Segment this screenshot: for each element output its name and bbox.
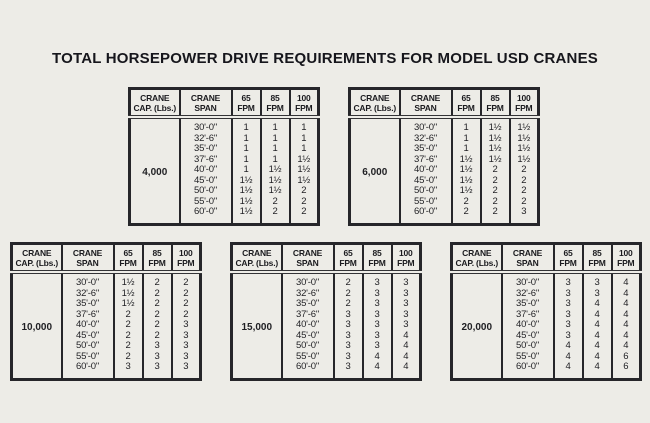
header-line1: 100 — [618, 248, 633, 258]
header-line1: 65 — [461, 93, 471, 103]
header-line1: 65 — [563, 248, 573, 258]
crane-table-15000 — [230, 242, 422, 381]
header-line2: CAP. (Lbs.) — [455, 258, 498, 268]
span-cell: 45'-0" — [62, 331, 114, 342]
header-crane-cap — [232, 244, 282, 273]
hp-cell: 1½ — [290, 155, 319, 166]
hp-requirements-table — [10, 242, 202, 381]
span-cell: 37'-6" — [180, 155, 232, 166]
hp-cell: 2 — [143, 320, 172, 331]
capacity-cell: 10,000 — [12, 272, 62, 379]
hp-cell: 3 — [554, 320, 583, 331]
span-cell: 55'-0" — [180, 197, 232, 208]
hp-cell: 4 — [392, 362, 421, 379]
hp-cell: 2 — [143, 331, 172, 342]
hp-cell: 2 — [114, 352, 143, 363]
hp-cell: 1 — [232, 117, 261, 134]
hp-cell: 1 — [232, 155, 261, 166]
header-line1: 100 — [178, 248, 193, 258]
hp-cell: 3 — [334, 310, 363, 321]
header-line2: FPM — [266, 103, 284, 113]
hp-cell: 3 — [583, 272, 612, 289]
hp-cell: 2 — [334, 289, 363, 300]
header-line2: FPM — [397, 258, 415, 268]
header-85-fpm — [481, 89, 510, 118]
hp-cell: 2 — [172, 289, 201, 300]
hp-requirements-table — [450, 242, 642, 381]
span-cell: 40'-0" — [282, 320, 334, 331]
header-line1: 85 — [152, 248, 162, 258]
hp-cell: 4 — [612, 310, 641, 321]
hp-cell: 1 — [452, 117, 481, 134]
capacity-cell: 4,000 — [130, 117, 180, 224]
hp-cell: 2 — [481, 186, 510, 197]
span-cell: 35'-0" — [502, 299, 554, 310]
hp-cell: 1 — [261, 134, 290, 145]
hp-cell: 1 — [452, 144, 481, 155]
span-cell: 35'-0" — [180, 144, 232, 155]
header-row — [350, 89, 539, 118]
header-line2: FPM — [515, 103, 533, 113]
crane-table-10000 — [10, 242, 202, 381]
hp-cell: 1½ — [114, 299, 143, 310]
hp-cell: 3 — [334, 331, 363, 342]
span-cell: 50'-0" — [180, 186, 232, 197]
span-cell: 40'-0" — [502, 320, 554, 331]
header-100-fpm — [510, 89, 539, 118]
table-row — [350, 117, 539, 134]
hp-cell: 4 — [583, 362, 612, 379]
hp-cell: 3 — [392, 320, 421, 331]
span-cell: 60'-0" — [400, 207, 452, 224]
span-cell: 35'-0" — [282, 299, 334, 310]
hp-requirements-table — [230, 242, 422, 381]
header-line1: 100 — [296, 93, 311, 103]
header-line2: CAP. (Lbs.) — [235, 258, 278, 268]
hp-cell: 3 — [392, 310, 421, 321]
hp-cell: 1½ — [481, 134, 510, 145]
hp-cell: 3 — [334, 352, 363, 363]
header-65-fpm — [114, 244, 143, 273]
hp-cell: 2 — [334, 272, 363, 289]
header-line2: FPM — [148, 258, 166, 268]
hp-cell: 2 — [172, 299, 201, 310]
hp-cell: 2 — [290, 207, 319, 224]
header-line2: FPM — [295, 103, 313, 113]
hp-cell: 3 — [172, 320, 201, 331]
span-cell: 32'-6" — [502, 289, 554, 300]
hp-cell: 1½ — [232, 207, 261, 224]
span-cell: 45'-0" — [282, 331, 334, 342]
header-line2: FPM — [177, 258, 195, 268]
span-cell: 45'-0" — [400, 176, 452, 187]
hp-cell: 3 — [172, 341, 201, 352]
header-line2: FPM — [588, 258, 606, 268]
hp-cell: 2 — [172, 272, 201, 289]
header-line2: FPM — [457, 103, 475, 113]
hp-cell: 1 — [452, 134, 481, 145]
hp-cell: 2 — [510, 176, 539, 187]
span-cell: 30'-0" — [62, 272, 114, 289]
header-line1: CRANE — [360, 93, 390, 103]
span-cell: 40'-0" — [62, 320, 114, 331]
header-line1: CRANE — [462, 248, 492, 258]
hp-cell: 4 — [612, 289, 641, 300]
hp-cell: 1 — [261, 117, 290, 134]
header-85-fpm — [261, 89, 290, 118]
hp-cell: 4 — [583, 352, 612, 363]
span-cell: 40'-0" — [400, 165, 452, 176]
header-row — [232, 244, 421, 273]
hp-cell: 3 — [143, 341, 172, 352]
hp-cell: 1 — [261, 155, 290, 166]
hp-cell: 2 — [481, 207, 510, 224]
header-line2: CAP. (Lbs.) — [133, 103, 176, 113]
hp-cell: 3 — [554, 272, 583, 289]
header-line1: 85 — [490, 93, 500, 103]
hp-cell: 3 — [363, 341, 392, 352]
hp-cell: 4 — [392, 341, 421, 352]
hp-cell: 6 — [612, 362, 641, 379]
hp-cell: 3 — [363, 299, 392, 310]
hp-cell: 3 — [363, 331, 392, 342]
header-line1: CRANE — [410, 93, 441, 103]
header-line1: CRANE — [22, 248, 52, 258]
hp-cell: 3 — [334, 362, 363, 379]
hp-cell: 3 — [114, 362, 143, 379]
header-line1: CRANE — [512, 248, 543, 258]
hp-cell: 2 — [290, 186, 319, 197]
header-line2: FPM — [617, 258, 635, 268]
hp-cell: 2 — [261, 207, 290, 224]
table-row — [452, 272, 641, 289]
span-cell: 50'-0" — [282, 341, 334, 352]
span-cell: 60'-0" — [62, 362, 114, 379]
header-line1: CRANE — [292, 248, 323, 258]
header-crane-cap — [350, 89, 400, 118]
hp-cell: 2 — [114, 331, 143, 342]
page-title: TOTAL HORSEPOWER DRIVE REQUIREMENTS FOR MODEL USD CRANES — [52, 50, 598, 67]
hp-cell: 2 — [481, 176, 510, 187]
hp-cell: 2 — [114, 320, 143, 331]
hp-cell: 4 — [583, 341, 612, 352]
hp-cell: 3 — [554, 299, 583, 310]
span-cell: 35'-0" — [400, 144, 452, 155]
hp-cell: 1½ — [481, 155, 510, 166]
hp-cell: 1½ — [452, 165, 481, 176]
header-line1: 85 — [270, 93, 280, 103]
hp-cell: 3 — [143, 352, 172, 363]
span-cell: 37'-6" — [400, 155, 452, 166]
hp-cell: 3 — [363, 289, 392, 300]
hp-cell: 1 — [261, 144, 290, 155]
header-crane-span — [62, 244, 114, 273]
hp-cell: 3 — [363, 272, 392, 289]
hp-cell: 1½ — [232, 186, 261, 197]
header-line2: FPM — [119, 258, 137, 268]
header-line1: 85 — [592, 248, 602, 258]
span-cell: 60'-0" — [502, 362, 554, 379]
header-line1: 65 — [123, 248, 133, 258]
hp-cell: 2 — [143, 272, 172, 289]
span-cell: 50'-0" — [400, 186, 452, 197]
span-cell: 32'-6" — [180, 134, 232, 145]
header-crane-cap — [452, 244, 502, 273]
span-cell: 55'-0" — [62, 352, 114, 363]
header-85-fpm — [363, 244, 392, 273]
hp-cell: 4 — [612, 272, 641, 289]
hp-cell: 1½ — [452, 155, 481, 166]
header-row — [130, 89, 319, 118]
hp-cell: 1½ — [114, 289, 143, 300]
hp-cell: 1½ — [452, 186, 481, 197]
span-cell: 32'-6" — [282, 289, 334, 300]
span-cell: 30'-0" — [400, 117, 452, 134]
header-line1: 100 — [516, 93, 531, 103]
hp-cell: 3 — [392, 272, 421, 289]
hp-requirements-table — [348, 87, 540, 226]
header-row — [452, 244, 641, 273]
header-line1: CRANE — [72, 248, 103, 258]
hp-cell: 3 — [334, 320, 363, 331]
hp-cell: 4 — [363, 352, 392, 363]
hp-cell: 3 — [363, 320, 392, 331]
hp-cell: 1½ — [261, 186, 290, 197]
hp-cell: 1 — [232, 165, 261, 176]
header-crane-cap — [12, 244, 62, 273]
span-cell: 50'-0" — [502, 341, 554, 352]
hp-cell: 2 — [452, 197, 481, 208]
hp-cell: 2 — [143, 310, 172, 321]
header-85-fpm — [143, 244, 172, 273]
hp-cell: 3 — [172, 331, 201, 342]
header-line2: SPAN — [516, 258, 539, 268]
header-line1: 85 — [372, 248, 382, 258]
hp-cell: 1½ — [232, 176, 261, 187]
hp-cell: 1 — [232, 134, 261, 145]
hp-cell: 4 — [554, 341, 583, 352]
header-crane-span — [502, 244, 554, 273]
header-crane-span — [180, 89, 232, 118]
span-cell: 55'-0" — [400, 197, 452, 208]
hp-cell: 4 — [392, 331, 421, 342]
header-100-fpm — [392, 244, 421, 273]
hp-cell: 4 — [612, 299, 641, 310]
hp-cell: 4 — [612, 331, 641, 342]
hp-cell: 3 — [392, 289, 421, 300]
hp-cell: 4 — [554, 362, 583, 379]
header-line2: FPM — [368, 258, 386, 268]
span-cell: 30'-0" — [180, 117, 232, 134]
span-cell: 50'-0" — [62, 341, 114, 352]
hp-cell: 2 — [334, 299, 363, 310]
span-cell: 37'-6" — [282, 310, 334, 321]
header-85-fpm — [583, 244, 612, 273]
hp-cell: 3 — [554, 310, 583, 321]
header-line2: SPAN — [414, 103, 437, 113]
hp-cell: 6 — [612, 352, 641, 363]
header-100-fpm — [612, 244, 641, 273]
header-65-fpm — [232, 89, 261, 118]
hp-cell: 1½ — [510, 117, 539, 134]
header-line1: CRANE — [190, 93, 221, 103]
header-line1: CRANE — [242, 248, 272, 258]
hp-cell: 4 — [583, 320, 612, 331]
hp-requirements-table — [128, 87, 320, 226]
capacity-cell: 6,000 — [350, 117, 400, 224]
hp-cell: 2 — [114, 310, 143, 321]
hp-cell: 2 — [481, 165, 510, 176]
hp-cell: 4 — [392, 352, 421, 363]
header-line2: FPM — [559, 258, 577, 268]
header-line2: FPM — [237, 103, 255, 113]
header-crane-span — [282, 244, 334, 273]
hp-cell: 1½ — [290, 165, 319, 176]
span-cell: 55'-0" — [502, 352, 554, 363]
hp-cell: 3 — [392, 299, 421, 310]
hp-cell: 1½ — [114, 272, 143, 289]
hp-cell: 2 — [481, 197, 510, 208]
hp-cell: 3 — [554, 289, 583, 300]
hp-cell: 2 — [452, 207, 481, 224]
hp-cell: 1½ — [261, 165, 290, 176]
header-line1: 65 — [343, 248, 353, 258]
hp-cell: 4 — [583, 310, 612, 321]
header-line1: CRANE — [140, 93, 170, 103]
capacity-cell: 15,000 — [232, 272, 282, 379]
header-line1: 100 — [398, 248, 413, 258]
hp-cell: 1½ — [481, 144, 510, 155]
span-cell: 30'-0" — [502, 272, 554, 289]
crane-table-6000 — [348, 87, 540, 226]
header-line2: SPAN — [296, 258, 319, 268]
span-cell: 60'-0" — [180, 207, 232, 224]
hp-cell: 1½ — [261, 176, 290, 187]
hp-cell: 3 — [554, 331, 583, 342]
hp-cell: 1 — [232, 144, 261, 155]
hp-cell: 1½ — [481, 117, 510, 134]
hp-cell: 4 — [554, 352, 583, 363]
hp-cell: 4 — [583, 331, 612, 342]
hp-cell: 1½ — [510, 144, 539, 155]
span-cell: 45'-0" — [502, 331, 554, 342]
hp-cell: 1½ — [290, 176, 319, 187]
header-line2: SPAN — [194, 103, 217, 113]
hp-cell: 2 — [143, 299, 172, 310]
crane-table-4000 — [128, 87, 320, 226]
header-65-fpm — [334, 244, 363, 273]
header-line2: FPM — [486, 103, 504, 113]
hp-cell: 1 — [290, 134, 319, 145]
hp-cell: 4 — [612, 320, 641, 331]
span-cell: 32'-6" — [400, 134, 452, 145]
header-line1: 65 — [241, 93, 251, 103]
table-row — [232, 272, 421, 289]
span-cell: 30'-0" — [282, 272, 334, 289]
header-crane-cap — [130, 89, 180, 118]
capacity-cell: 20,000 — [452, 272, 502, 379]
hp-cell: 4 — [612, 341, 641, 352]
hp-cell: 3 — [143, 362, 172, 379]
span-cell: 60'-0" — [282, 362, 334, 379]
span-cell: 45'-0" — [180, 176, 232, 187]
header-65-fpm — [554, 244, 583, 273]
hp-cell: 2 — [114, 341, 143, 352]
hp-cell: 1 — [290, 144, 319, 155]
hp-cell: 2 — [510, 165, 539, 176]
span-cell: 35'-0" — [62, 299, 114, 310]
hp-cell: 2 — [290, 197, 319, 208]
hp-cell: 1½ — [510, 155, 539, 166]
hp-cell: 3 — [172, 352, 201, 363]
span-cell: 55'-0" — [282, 352, 334, 363]
hp-cell: 3 — [510, 207, 539, 224]
hp-cell: 1 — [290, 117, 319, 134]
hp-cell: 3 — [363, 310, 392, 321]
header-100-fpm — [172, 244, 201, 273]
span-cell: 32'-6" — [62, 289, 114, 300]
hp-cell: 1½ — [510, 134, 539, 145]
header-65-fpm — [452, 89, 481, 118]
hp-cell: 2 — [143, 289, 172, 300]
hp-cell: 2 — [510, 197, 539, 208]
header-crane-span — [400, 89, 452, 118]
header-row — [12, 244, 201, 273]
hp-cell: 4 — [583, 299, 612, 310]
header-line2: SPAN — [76, 258, 99, 268]
header-line2: CAP. (Lbs.) — [353, 103, 396, 113]
table-row — [130, 117, 319, 134]
hp-cell: 3 — [583, 289, 612, 300]
hp-cell: 1½ — [232, 197, 261, 208]
header-line2: FPM — [339, 258, 357, 268]
table-row — [12, 272, 201, 289]
hp-cell: 2 — [261, 197, 290, 208]
hp-cell: 3 — [172, 362, 201, 379]
span-cell: 37'-6" — [62, 310, 114, 321]
header-100-fpm — [290, 89, 319, 118]
hp-cell: 2 — [172, 310, 201, 321]
hp-cell: 2 — [510, 186, 539, 197]
crane-table-20000 — [450, 242, 642, 381]
header-line2: CAP. (Lbs.) — [15, 258, 58, 268]
span-cell: 37'-6" — [502, 310, 554, 321]
hp-cell: 1½ — [452, 176, 481, 187]
span-cell: 40'-0" — [180, 165, 232, 176]
hp-cell: 4 — [363, 362, 392, 379]
hp-cell: 3 — [334, 341, 363, 352]
